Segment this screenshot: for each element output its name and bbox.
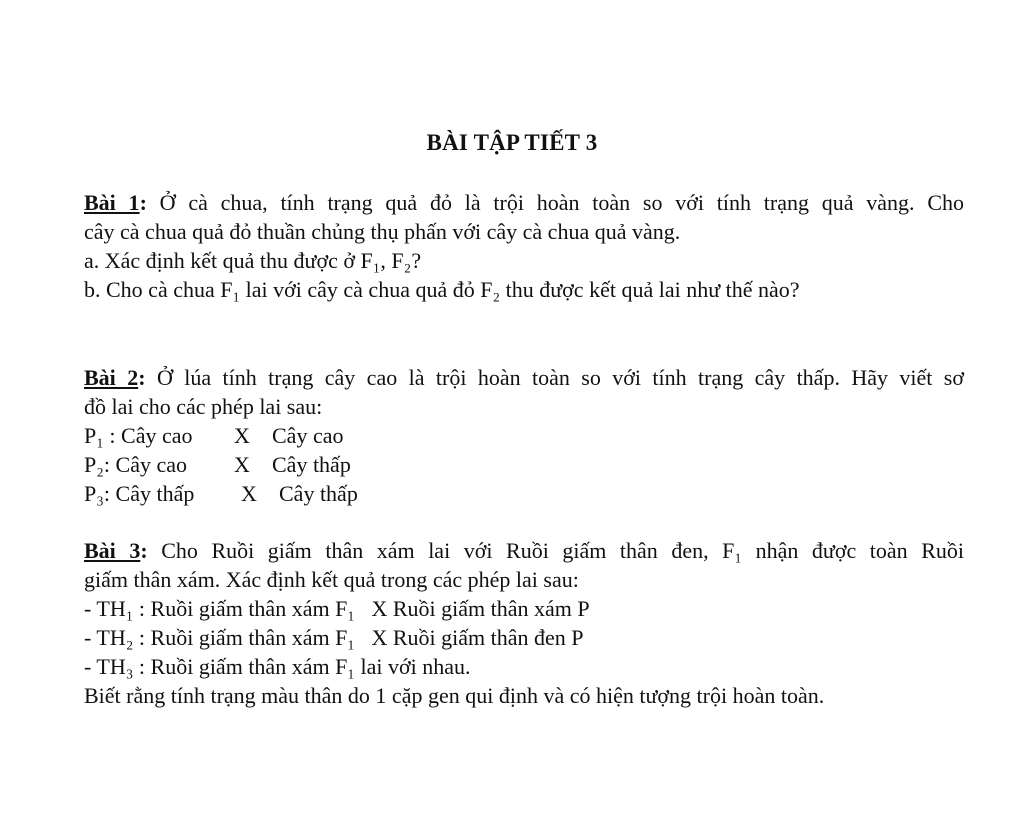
cross-symbol: X (234, 452, 250, 477)
exercise-1-label: Bài 1 (84, 190, 140, 215)
cross-row (84, 421, 964, 450)
exercise-3-label: Bài 3 (84, 538, 141, 563)
exercise-3-line-1 (84, 536, 964, 565)
page-title: BÀI TẬP TIẾT 3 (426, 130, 598, 155)
exercise-3 (84, 536, 964, 710)
exercise-3-colon: : (140, 538, 148, 563)
exercise-2-text-1: Ở lúa tính trạng cây cao là trội hoàn toàn so với tính trạng cây thấp. Hãy viết sơ (156, 365, 964, 390)
exercise-1-question-a: a. Xác định kết quả thu được ở F₁, F₂? (84, 248, 422, 273)
exercise-2-text-2: đồ lai cho các phép lai sau: (84, 394, 323, 419)
exercise-2-line-1 (84, 363, 964, 392)
exercise-3-text-2: giấm thân xám. Xác định kết quả trong các phép lai sau: (84, 567, 579, 592)
exercise-1-question-b: b. Cho cà chua F₁ lai với cây cà chua quả đỏ F₂ thu được kết quả lai như thế nào? (84, 277, 800, 302)
exercise-1 (84, 188, 964, 304)
cross-other-parent: Cây thấp (272, 452, 351, 477)
exercise-3-case: - TH₁ : Ruồi giấm thân xám F₁ X Ruồi giấm thân xám P (84, 596, 590, 621)
cross-parent: P₃: Cây thấp (84, 481, 195, 506)
exercise-1-line-1 (84, 188, 964, 217)
exercise-1-colon: : (139, 190, 147, 215)
exercise-3-case: - TH₃ : Ruồi giấm thân xám F₁ lai với nhau. (84, 654, 471, 679)
exercise-2 (84, 363, 964, 508)
cross-parent: P₁ : Cây cao (84, 423, 193, 448)
exercise-2-colon: : (138, 365, 146, 390)
exercise-3-note: Biết rằng tính trạng màu thân do 1 cặp gen qui định và có hiện tượng trội hoàn toàn. (84, 683, 825, 708)
cross-other-parent: Cây thấp (279, 481, 358, 506)
cross-symbol: X (234, 423, 250, 448)
cross-row (84, 450, 964, 479)
cross-symbol: X (241, 481, 257, 506)
cross-row (84, 479, 964, 508)
cross-other-parent: Cây cao (272, 423, 344, 448)
cross-parent: P₂: Cây cao (84, 452, 187, 477)
exercise-1-text-2: cây cà chua quả đỏ thuần chủng thụ phấn với cây cà chua quả vàng. (84, 219, 681, 244)
exercise-3-case: - TH₂ : Ruồi giấm thân xám F₁ X Ruồi giấm thân đen P (84, 625, 584, 650)
exercise-2-label: Bài 2 (84, 365, 139, 390)
exercise-3-text-1: Cho Ruồi giấm thân xám lai với Ruồi giấm thân đen, F₁ nhận được toàn Ruồi (161, 538, 965, 563)
exercise-1-text-1: Ở cà chua, tính trạng quả đỏ là trội hoàn toàn so với tính trạng quả vàng. Cho (159, 190, 964, 215)
